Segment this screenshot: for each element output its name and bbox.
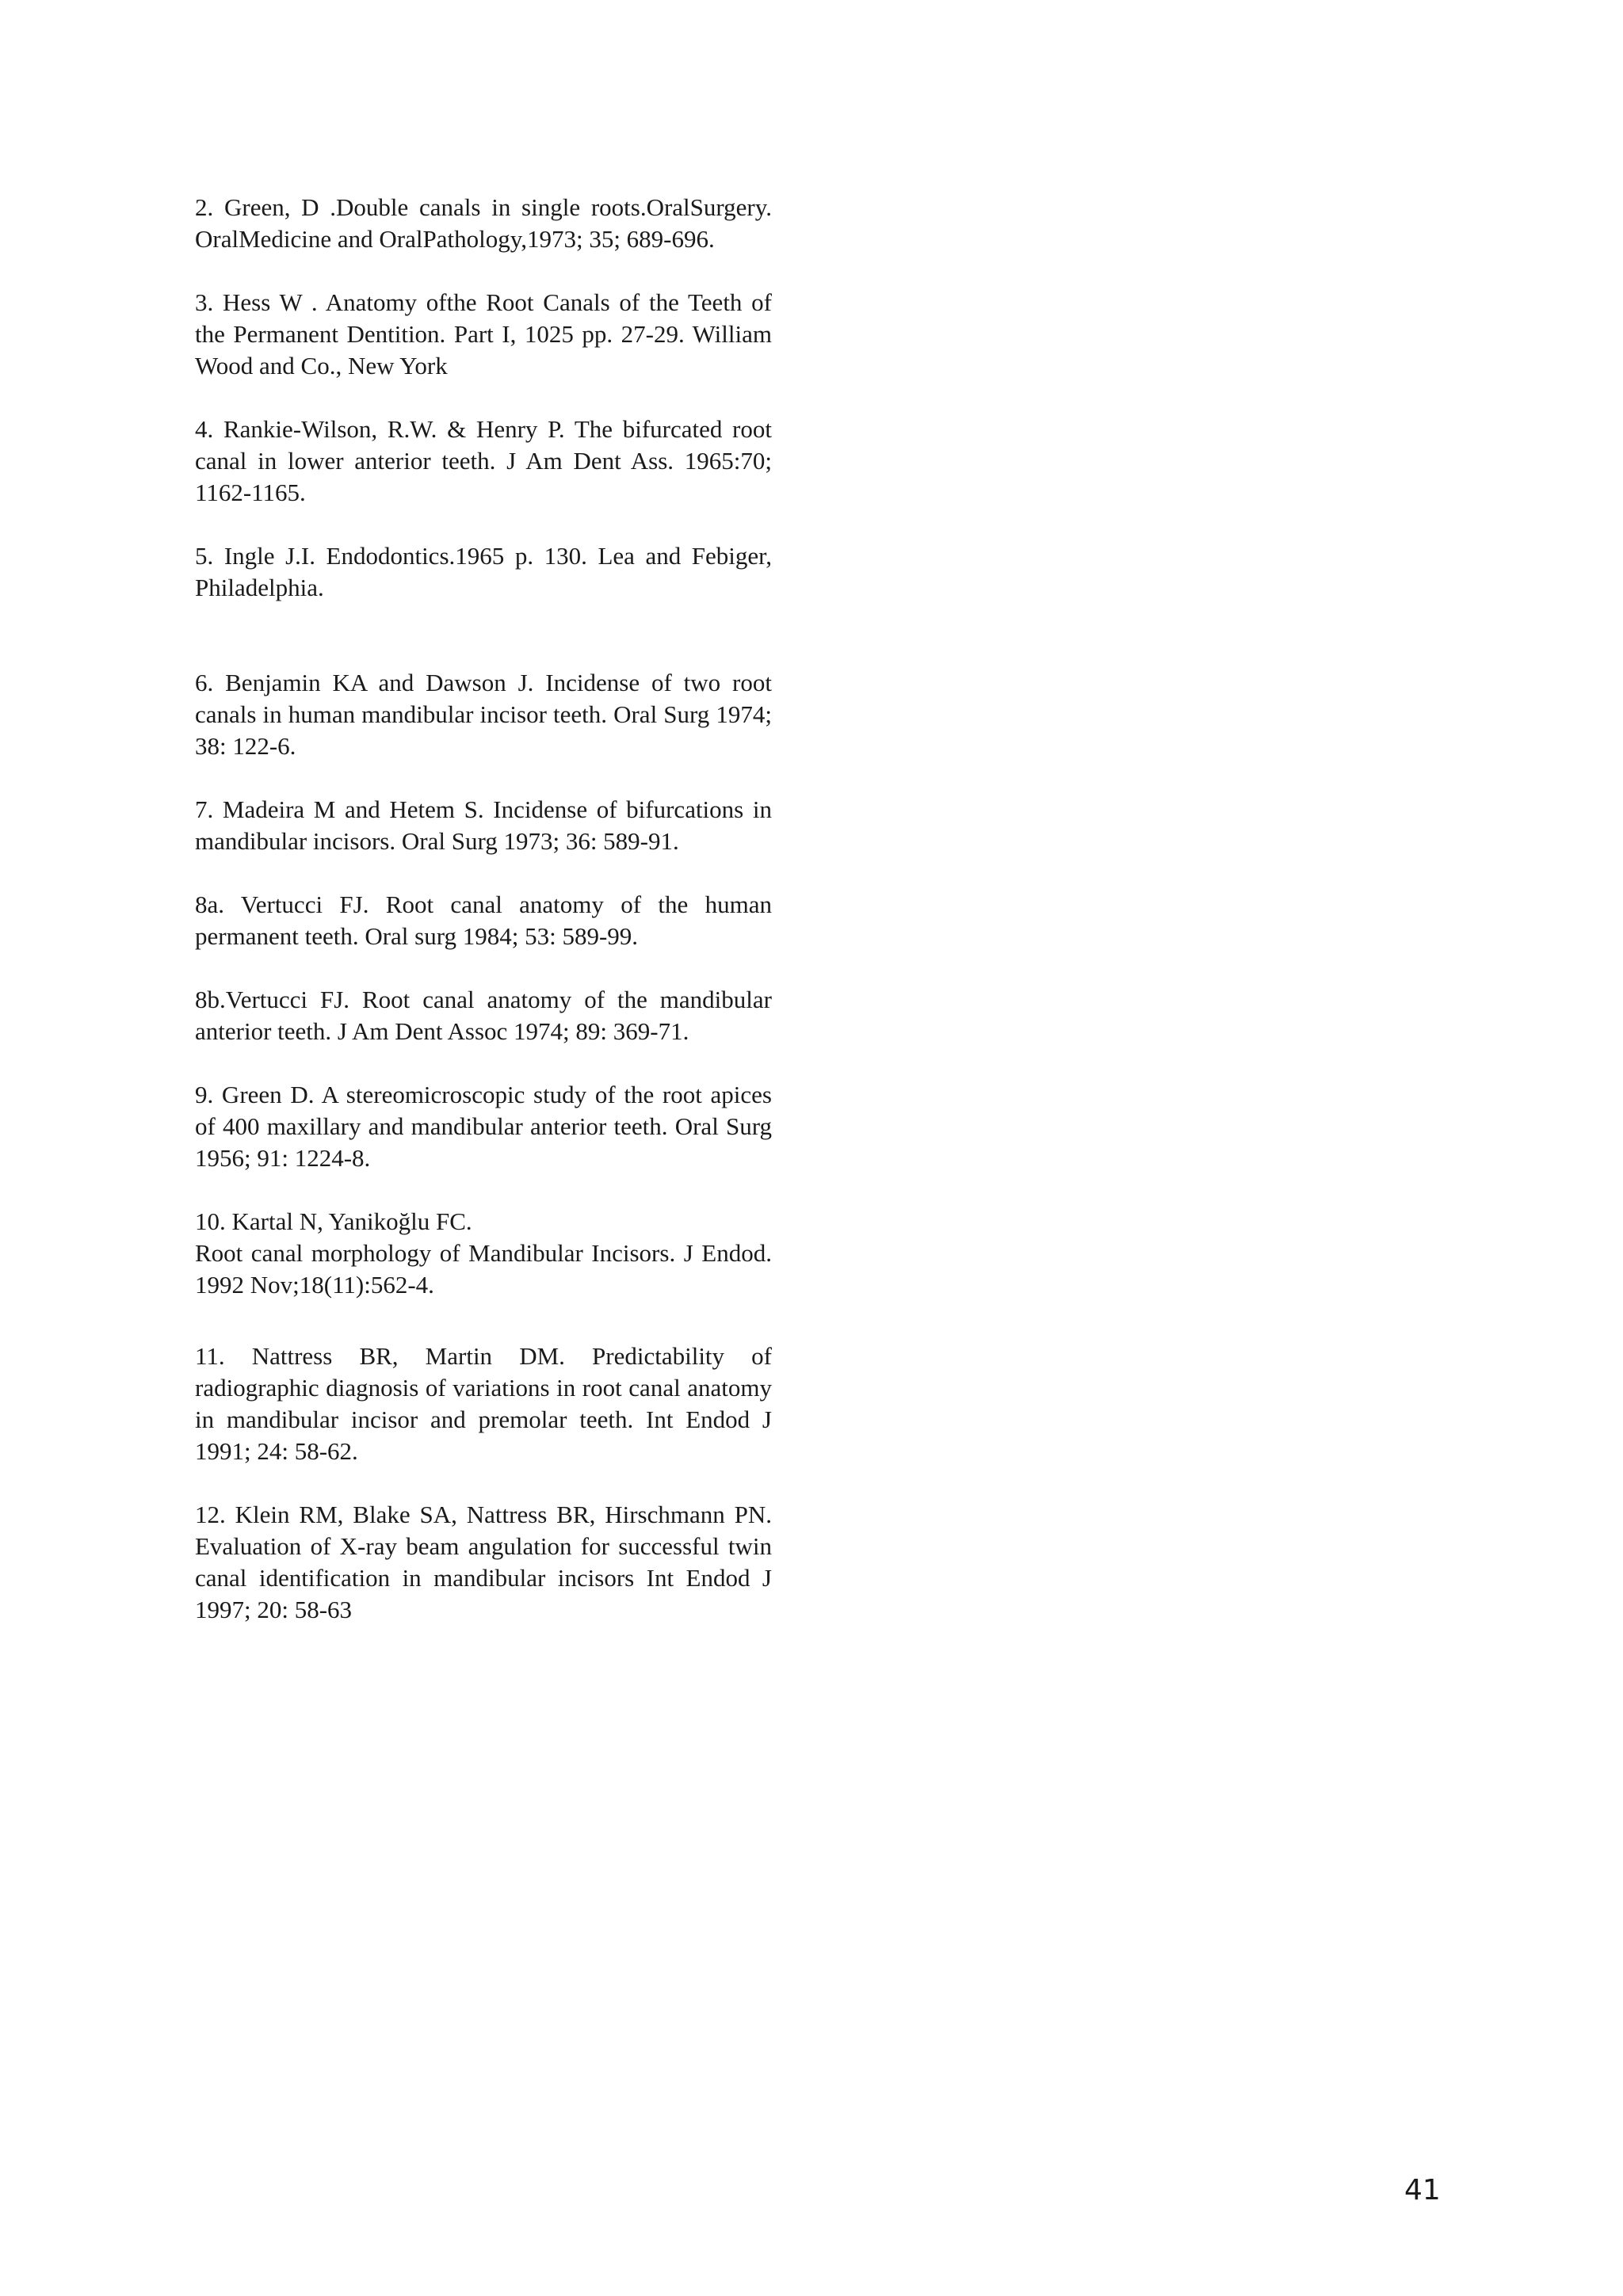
page-number: 41 xyxy=(1404,2174,1441,2206)
reference-12: 12. Klein RM, Blake SA, Nattress BR, Hirschmann PN. Evaluation of X-ray beam angulation for successful twin canal identification in mandibular incisors Int Endod J 1997; 20: 58-63 xyxy=(195,1501,772,1623)
reference-9: 9. Green D. A stereomicroscopic study of the root apices of 400 maxillary and mandibular anterior teeth. Oral Surg 1956; 91: 1224-8. xyxy=(195,1081,772,1172)
reference-10 xyxy=(195,1206,772,1301)
reference-list xyxy=(195,192,772,1626)
reference-3: 3. Hess W . Anatomy ofthe Root Canals of the Teeth of the Permanent Dentition. Part I, 1025 pp. 27-29. William Wood and Co., New York xyxy=(195,288,772,379)
reference-2: 2. Green, D .Double canals in single roots.OralSurgery. OralMedicine and OralPathology,1973; 35; 689-696. xyxy=(195,193,772,253)
reference-7: 7. Madeira M and Hetem S. Incidense of bifurcations in mandibular incisors. Oral Surg 1973; 36: 589-91. xyxy=(195,795,772,855)
reference-10-title: Root canal morphology of Mandibular Incisors. J Endod. 1992 Nov;18(11):562-4. xyxy=(195,1239,772,1299)
reference-10-authors: 10. Kartal N, Yanikoğlu FC. xyxy=(195,1207,472,1235)
reference-11: 11. Nattress BR, Martin DM. Predictability of radiographic diagnosis of variations in root canal anatomy in mandibular incisor and premolar teeth. Int Endod J 1991; 24: 58-62. xyxy=(195,1342,772,1465)
reference-8b: 8b.Vertucci FJ. Root canal anatomy of the mandibular anterior teeth. J Am Dent Assoc 1974; 89: 369-71. xyxy=(195,986,772,1045)
reference-6: 6. Benjamin KA and Dawson J. Incidense of two root canals in human mandibular incisor teeth. Oral Surg 1974; 38: 122-6. xyxy=(195,669,772,760)
reference-8a: 8a. Vertucci FJ. Root canal anatomy of the human permanent teeth. Oral surg 1984; 53: 589-99. xyxy=(195,891,772,950)
reference-5: 5. Ingle J.I. Endodontics.1965 p. 130. Lea and Febiger, Philadelphia. xyxy=(195,542,772,601)
reference-4: 4. Rankie-Wilson, R.W. & Henry P. The bifurcated root canal in lower anterior teeth. J Am Dent Ass. 1965:70; 1162-1165. xyxy=(195,415,772,506)
